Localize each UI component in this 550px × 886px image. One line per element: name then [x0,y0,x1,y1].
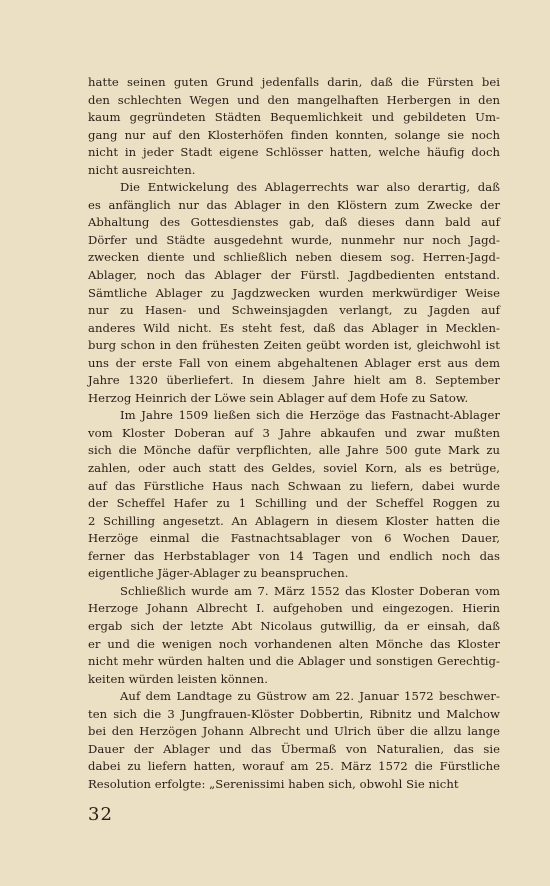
text-line: eigentliche Jäger-Ablager zu beanspruchen. [88,566,349,581]
paragraph [88,74,500,179]
text-line: nicht ausreichten. [88,162,196,177]
body-text [88,74,500,793]
text-line: Herzoge Johann Albrecht I. aufgehoben und eingezogen. Hierin [88,601,500,616]
text-line: sich die Mönche dafür verpflichten, alle Jahre 500 gute Mark zu [88,443,500,458]
text-line: ten sich die 3 Jungfrauen-Klöster Dobbertin, Ribnitz und Malchow [88,706,500,721]
text-line: zahlen, oder auch statt des Geldes, soviel Korn, als es betrüge, [88,461,500,476]
text-line: Sämtliche Ablager zu Jagdzwecken wurden merkwürdiger Weise [88,285,500,300]
text-line: ferner das Herbstablager von 14 Tagen und endlich noch das [88,548,500,563]
paragraph [88,688,500,793]
text-line: der Scheffel Hafer zu 1 Schilling und der Scheffel Roggen zu [88,496,500,511]
text-line: keiten würden leisten können. [88,671,268,686]
text-line: er und die wenigen noch vorhandenen alten Mönche das Kloster [88,636,500,651]
text-line: gang nur auf den Klosterhöfen finden konnten, solange sie noch [88,127,500,142]
text-line: Schließlich wurde am 7. März 1552 das Kloster Doberan vom [120,583,500,598]
text-line: dabei zu liefern hatten, worauf am 25. März 1572 die Fürstliche [88,759,500,774]
text-line: Dauer der Ablager und das Übermaß von Naturalien, das sie [88,741,500,756]
text-line: uns der erste Fall von einem abgehaltenen Ablager erst aus dem [88,355,500,370]
text-line: Herzöge einmal die Fastnachtsablager von 6 Wochen Dauer, [88,531,500,546]
text-line: burg schon in den frühesten Zeiten geübt worden ist, gleichwohl ist [88,338,500,353]
text-line: es anfänglich nur das Ablager in den Klöstern zum Zwecke der [88,197,500,212]
text-line: Resolution erfolgte: „Serenissimi haben sich, obwohl Sie nicht [88,776,459,791]
text-line: Die Entwickelung des Ablagerrechts war also derartig, daß [120,180,500,195]
text-line: zwecken diente und schließlich neben diesem sog. Herren-Jagd- [88,250,500,265]
text-line: nur zu Hasen- und Schweinsjagden verlangt, zu Jagden auf [88,303,500,318]
paragraph [88,407,500,582]
text-line: auf das Fürstliche Haus nach Schwaan zu liefern, dabei wurde [88,478,500,493]
text-line: Abhaltung des Gottesdienstes gab, daß dieses dann bald auf [88,215,500,230]
text-line: Auf dem Landtage zu Güstrow am 22. Januar 1572 beschwer- [120,689,500,704]
paragraph [88,583,500,688]
text-line: Herzog Heinrich der Löwe sein Ablager auf dem Hofe zu Satow. [88,390,469,405]
text-line: vom Kloster Doberan auf 3 Jahre abkaufen und zwar mußten [88,425,500,440]
text-line: Dörfer und Städte ausgedehnt wurde, nunmehr nur noch Jagd- [88,232,500,247]
text-line: 2 Schilling angesetzt. An Ablagern in diesem Kloster hatten die [88,513,500,528]
text-line: nicht in jeder Stadt eigene Schlösser hatten, welche häufig doch [88,145,500,160]
text-line: nicht mehr würden halten und die Ablager und sonstigen Gerechtig- [88,654,500,669]
text-line: anderes Wild nicht. Es steht fest, daß das Ablager in Mecklen- [88,320,500,335]
text-line: ergab sich der letzte Abt Nicolaus gutwillig, da er einsah, daß [88,618,500,633]
text-line: Im Jahre 1509 ließen sich die Herzöge das Fastnacht-Ablager [120,408,500,423]
text-line: bei den Herzögen Johann Albrecht und Ulrich über die allzu lange [88,724,500,739]
text-line: Jahre 1320 überliefert. In diesem Jahre hielt am 8. September [88,373,500,388]
page-number: 32 [88,804,113,825]
paragraph [88,179,500,407]
text-line: hatte seinen guten Grund jedenfalls darin, daß die Fürsten bei [88,75,500,89]
text-line: den schlechten Wegen und den mangelhaften Herbergen in den [88,92,500,107]
text-line: kaum gegründeten Städten Bequemlichkeit und gebildeten Um- [88,110,500,125]
text-line: Ablager, noch das Ablager der Fürstl. Jagdbedienten entstand. [88,268,500,283]
